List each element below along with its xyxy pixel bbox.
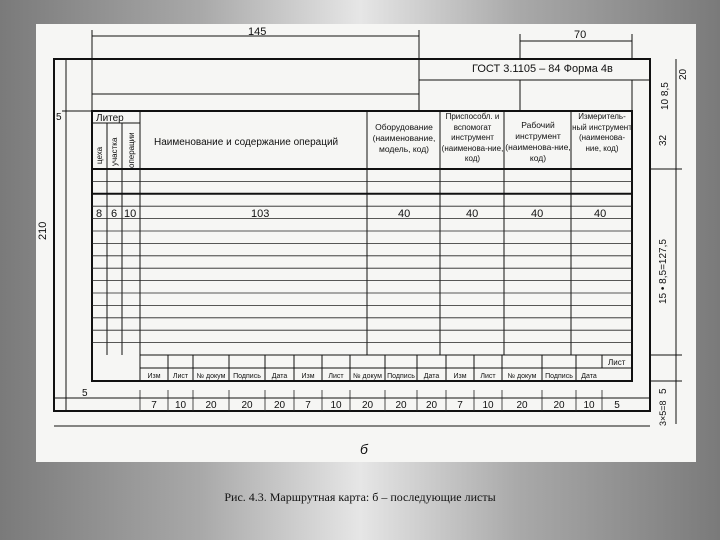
form-drawing-sheet [36,24,696,462]
footer-label: Лист [328,373,344,380]
footer-label: Дата [581,373,597,380]
dim-5-right-label: 5 [658,388,669,394]
colw-uch: 6 [111,208,118,220]
colw-izm: 40 [594,208,607,220]
footer-label: Дата [423,373,440,380]
dim-5-left-label: 5 [56,112,62,123]
dim-210-label: 210 [37,221,49,240]
dim-20-label: 20 [678,68,689,80]
bottom-dim-label: 20 [425,400,438,411]
gost-title: ГОСТ 3.1105 – 84 Форма 4в [472,63,613,75]
bottom-dim-label: 20 [395,400,407,411]
header-uchastka: участка [110,137,119,166]
bottom-dim-label: 5 [614,400,620,411]
right-top-box [520,80,632,111]
dim-body-label: 15 • 8,5=127,5 [658,239,669,304]
dim-bottom-right-label: 3×5=8 [658,400,668,426]
footer-label: Изм [453,373,467,380]
dim-10-85-label: 10 8,5 [660,82,671,110]
colw-oborud: 40 [398,208,411,220]
sub-label-b: б [360,441,368,457]
bottom-dim-label: 7 [305,400,311,411]
route-card-drawing [36,24,696,462]
bottom-dim-label: 10 [482,400,494,411]
colw-naim: 103 [251,208,270,220]
bottom-dim-label: 20 [361,400,374,411]
footer-label: Подпись [545,373,573,380]
footer-label: № докум [507,373,537,380]
bottom-dims [140,390,620,411]
dim-bottom-5-label: 5 [82,388,88,399]
body-rows [92,181,632,342]
top-stamp-block [92,59,419,111]
header-operatsii: операции [127,132,136,168]
footer-label: № докум [353,373,382,380]
header-izmeritelny: Измеритель-ный инструмент (наименова-ние, код) [572,112,632,153]
bottom-dim-label: 20 [241,400,253,411]
bottom-dim-label: 20 [516,400,528,411]
bottom-dim-label: 7 [457,400,463,411]
bottom-dim-label: 7 [151,400,157,411]
dim-145-label: 145 [248,26,267,38]
bottom-dim-label: 20 [205,400,217,411]
header-liter: Литер [96,113,124,124]
bottom-dim-label: 10 [174,400,187,411]
bottom-dim-label: 10 [330,400,342,411]
header-rabochiy: Рабочий инструмент (наименова-ние, код) [505,120,571,163]
footer-label: Подпись [387,373,415,380]
colw-rab: 40 [531,208,544,220]
header-prisposobl: Приспособл. и вспомогат инструмент (наименова-ние, код) [441,112,504,163]
footer-label: Подпись [233,373,261,380]
dim-32-label: 32 [658,134,669,146]
header-naimenovanie: Наименование и содержание операций [154,137,339,148]
colw-tseh: 8 [96,208,103,220]
footer-label: Лист [480,373,496,380]
colw-prisp: 40 [466,208,479,220]
bottom-dim-label: 20 [273,400,286,411]
figure-caption: Рис. 4.3. Маршрутная карта: б – последующие листы [224,490,496,504]
header-tseh: цеха [95,146,104,164]
footer-label: Изм [147,373,161,380]
header-oborudovanie: Оборудование (наименование, модель, код) [372,122,436,154]
footer-label: Лист [172,373,189,380]
dim-70-label: 70 [574,29,587,41]
footer-label: Дата [271,373,288,380]
list-label: Лист [608,358,626,367]
colw-op: 10 [124,208,137,220]
footer-label: Изм [301,373,315,380]
bottom-dim-label: 10 [583,400,595,411]
bottom-dim-label: 20 [553,400,565,411]
footer-label: № докум [196,373,226,380]
